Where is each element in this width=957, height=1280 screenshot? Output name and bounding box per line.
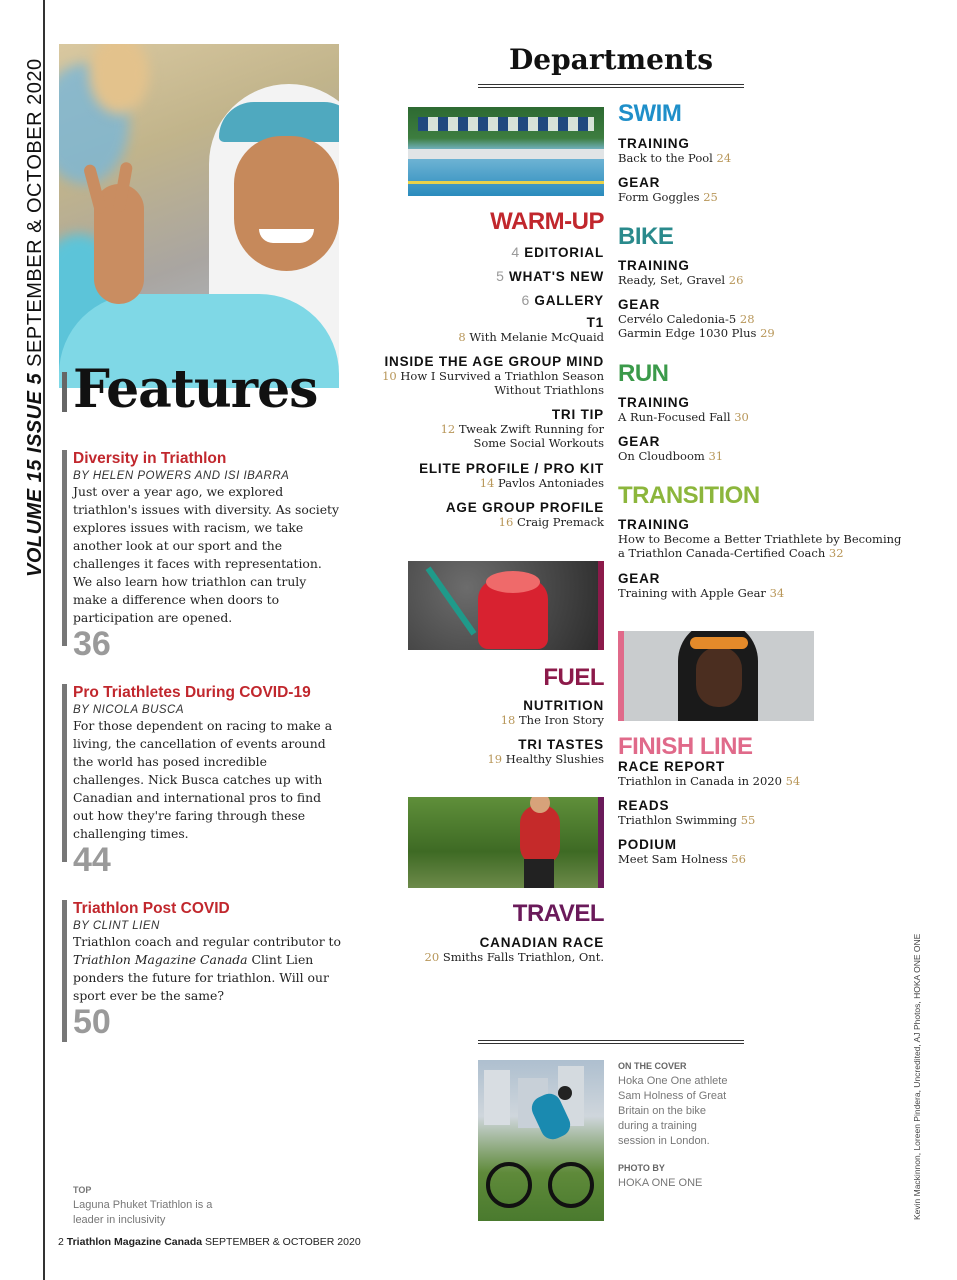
features-accent-bar xyxy=(62,372,67,412)
feature-accent-bar xyxy=(62,684,67,862)
dept-item-swim-gear[interactable]: GEAR Form Goggles 25 xyxy=(618,175,718,204)
feature-title[interactable]: Triathlon Post COVID xyxy=(73,900,230,917)
feature-page-number: 36 xyxy=(73,625,111,663)
feature-article[interactable] xyxy=(62,900,342,1039)
features-heading: Features xyxy=(73,359,318,420)
dept-item-whats-new[interactable]: 5 WHAT'S NEW xyxy=(496,268,604,284)
feature-summary: For those dependent on racing to make a living, the cancellation of events around the world has posed incredible challenges. Nick Busca catches up with Canadian and international pros to find out how they're faring through these challenging times. xyxy=(73,718,333,841)
cover-caption: ON THE COVER Hoka One One athlete Sam Holness of Great Britain on the bike during a training session in London. xyxy=(618,1061,728,1147)
cover-photo-credit: PHOTO BY HOKA ONE ONE xyxy=(618,1163,703,1189)
dept-item-editorial[interactable]: 4 EDITORIAL xyxy=(511,244,604,260)
feature-summary: Triathlon coach and regular contributor to Triathlon Magazine Canada Clint Lien ponders the future for triathlon. Will our sport ever be the same? xyxy=(73,934,341,1003)
feature-page-number: 50 xyxy=(73,1003,111,1041)
dept-item-bike-training[interactable]: TRAINING Ready, Set, Gravel 26 xyxy=(618,258,744,287)
dept-item-t1[interactable]: T1 8 With Melanie McQuaid xyxy=(458,315,604,344)
page-footer: 2 Triathlon Magazine Canada SEPTEMBER & OCTOBER 2020 xyxy=(58,1236,361,1248)
transition-heading: TRANSITION xyxy=(618,482,760,509)
bike-section xyxy=(618,223,908,251)
transition-section xyxy=(618,482,908,510)
finish-line-heading: FINISH LINE xyxy=(618,733,753,760)
feature-byline: BY HELEN POWERS AND ISI IBARRA xyxy=(73,470,290,482)
fuel-heading: FUEL xyxy=(543,664,604,691)
feature-accent-bar xyxy=(62,900,67,1042)
departments-heading: Departments xyxy=(509,43,713,76)
warmup-heading: WARM-UP xyxy=(490,208,604,235)
hero-photo-runner xyxy=(59,44,339,388)
swim-pool-photo xyxy=(408,107,604,196)
top-photo-caption: TOP Laguna Phuket Triathlon is a leader in inclusivity xyxy=(73,1185,213,1226)
divider xyxy=(478,84,744,88)
dept-item-podium[interactable]: PODIUM Meet Sam Holness 56 xyxy=(618,837,746,866)
dept-item-canadian-race[interactable]: CANADIAN RACE 20 Smiths Falls Triathlon, Ont. xyxy=(424,935,604,964)
dept-item-transition-training[interactable]: TRAINING How to Become a Better Triathlete by Becoming a Triathlon Canada-Certified Coach 32 xyxy=(618,517,902,560)
feature-article[interactable] xyxy=(62,450,342,661)
dept-item-age-group-mind[interactable]: INSIDE THE AGE GROUP MIND 10 How I Survived a Triathlon Season Without Triathlons xyxy=(382,354,604,397)
feature-article[interactable] xyxy=(62,684,342,877)
dept-item-race-report[interactable]: RACE REPORT Triathlon in Canada in 2020 54 xyxy=(618,759,801,788)
bike-heading: BIKE xyxy=(618,223,674,250)
dept-item-reads[interactable]: READS Triathlon Swimming 55 xyxy=(618,798,756,827)
swim-heading: SWIM xyxy=(618,100,682,127)
dept-item-age-group-profile[interactable]: AGE GROUP PROFILE 16 Craig Premack xyxy=(445,500,604,529)
feature-page-number: 44 xyxy=(73,841,111,879)
dept-item-tri-tip[interactable]: TRI TIP 12 Tweak Zwift Running for Some Social Workouts xyxy=(440,407,604,450)
dept-item-nutrition[interactable]: NUTRITION 18 The Iron Story xyxy=(500,698,604,727)
warmup-section xyxy=(304,208,604,236)
slushie-photo xyxy=(408,561,604,650)
feature-summary: Just over a year ago, we explored triathlon's issues with diversity. As society explores issues with racism, we take another look at our sport and the challenges it faces with representation. We also learn how triathlon can truly make a difference when doors to participation are opened. xyxy=(73,484,340,625)
feature-title[interactable]: Pro Triathletes During COVID-19 xyxy=(73,684,311,701)
finish-line-portrait-photo xyxy=(618,631,814,721)
dept-item-swim-training[interactable]: TRAINING Back to the Pool 24 xyxy=(618,136,732,165)
feature-byline: BY NICOLA BUSCA xyxy=(73,704,185,716)
cover-photo-cyclist xyxy=(478,1060,604,1221)
finish-line-section xyxy=(618,733,908,761)
dept-item-elite-profile[interactable]: ELITE PROFILE / PRO KIT 14 Pavlos Antoniades xyxy=(419,461,604,490)
feature-accent-bar xyxy=(62,450,67,646)
feature-title[interactable]: Diversity in Triathlon xyxy=(73,450,227,467)
run-heading: RUN xyxy=(618,360,669,387)
fuel-section xyxy=(304,664,604,692)
dept-item-run-training[interactable]: TRAINING A Run-Focused Fall 30 xyxy=(618,395,749,424)
dept-item-gallery[interactable]: 6 GALLERY xyxy=(521,292,604,308)
dept-item-transition-gear[interactable]: GEAR Training with Apple Gear 34 xyxy=(618,571,785,600)
dept-item-bike-gear[interactable]: GEAR Cervélo Caledonia-5 28 Garmin Edge 1030 Plus 29 xyxy=(618,297,775,340)
dept-item-tri-tastes[interactable]: TRI TASTES 19 Healthy Slushies xyxy=(487,737,604,766)
travel-section xyxy=(304,900,604,928)
travel-heading: TRAVEL xyxy=(512,900,604,927)
volume-issue-label: VOLUME 15 ISSUE 5 SEPTEMBER & OCTOBER 2020 xyxy=(24,58,46,577)
swim-section xyxy=(618,100,908,128)
travel-runner-photo xyxy=(408,797,604,888)
divider xyxy=(478,1040,744,1044)
run-section xyxy=(618,360,908,388)
photo-credits: Kevin Mackinnon, Loreen Pindera, Uncredited, AJ Photos, HOKA ONE ONE xyxy=(912,933,922,1220)
feature-byline: BY CLINT LIEN xyxy=(73,920,160,932)
dept-item-run-gear[interactable]: GEAR On Cloudboom 31 xyxy=(618,434,724,463)
